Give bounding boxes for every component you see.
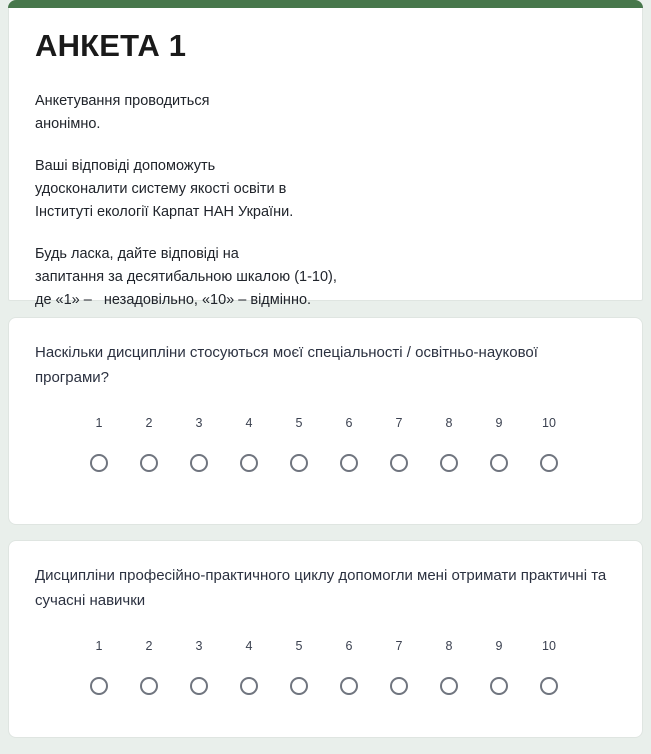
scale-radio-button[interactable] — [390, 677, 408, 695]
scale-option-label: 3 — [195, 416, 203, 430]
scale-option-label: 1 — [95, 416, 103, 430]
form-description-paragraph — [35, 155, 616, 224]
scale-radio-button[interactable] — [340, 677, 358, 695]
scale-option[interactable] — [224, 416, 274, 472]
scale-radio-button[interactable] — [140, 677, 158, 695]
scale-option-label: 9 — [495, 639, 503, 653]
form-description — [35, 90, 616, 312]
scale-option[interactable] — [74, 416, 124, 472]
scale-option[interactable] — [374, 416, 424, 472]
scale-radio-button[interactable] — [540, 454, 558, 472]
scale-option[interactable] — [474, 416, 524, 472]
scale-option[interactable] — [324, 639, 374, 695]
scale-option-label: 7 — [395, 416, 403, 430]
scale-option-label: 7 — [395, 639, 403, 653]
scale-radio-button[interactable] — [540, 677, 558, 695]
question-2-scale[interactable] — [35, 639, 616, 695]
scale-option[interactable] — [524, 416, 574, 472]
scale-option[interactable] — [374, 639, 424, 695]
scale-radio-button[interactable] — [140, 454, 158, 472]
scale-radio-button[interactable] — [290, 677, 308, 695]
scale-option[interactable] — [74, 639, 124, 695]
scale-option-label: 4 — [245, 639, 253, 653]
scale-option-label: 6 — [345, 639, 353, 653]
scale-option-label: 4 — [245, 416, 253, 430]
scale-radio-button[interactable] — [440, 454, 458, 472]
scale-option[interactable] — [224, 639, 274, 695]
scale-radio-button[interactable] — [240, 454, 258, 472]
scale-radio-button[interactable] — [490, 454, 508, 472]
form-description-line: Будь ласка, дайте відповіді на — [35, 246, 239, 262]
scale-option[interactable] — [274, 416, 324, 472]
question-2-text: Дисципліни професійно-практичного циклу допомогли мені отримати практичні та сучасні навички — [35, 567, 607, 609]
scale-option[interactable] — [524, 639, 574, 695]
scale-radio-button[interactable] — [490, 677, 508, 695]
scale-radio-button[interactable] — [90, 677, 108, 695]
form-description-line: Ваші відповіді допоможуть — [35, 158, 216, 174]
form-description-line: Інституті екології Карпат НАН України. — [35, 204, 294, 220]
scale-option[interactable] — [174, 416, 224, 472]
scale-option-label: 9 — [495, 416, 503, 430]
scale-option[interactable] — [274, 639, 324, 695]
scale-radio-button[interactable] — [190, 677, 208, 695]
question-card-2 — [8, 540, 643, 738]
scale-radio-button[interactable] — [440, 677, 458, 695]
scale-option-label: 2 — [145, 416, 153, 430]
scale-option-label: 10 — [542, 416, 556, 430]
page-title: АНКЕТА 1 — [35, 28, 187, 63]
scale-radio-button[interactable] — [340, 454, 358, 472]
scale-option[interactable] — [474, 639, 524, 695]
scale-radio-button[interactable] — [390, 454, 408, 472]
scale-option[interactable] — [174, 639, 224, 695]
form-description-line: запитання за десятибальною шкалою (1-10), — [35, 269, 337, 285]
form-description-line: удосконалити систему якості освіти в — [35, 181, 287, 197]
scale-radio-button[interactable] — [240, 677, 258, 695]
scale-option[interactable] — [424, 639, 474, 695]
question-1-text: Наскільки дисципліни стосуються моєї спеціальності / освітньо-наукової програми? — [35, 344, 538, 386]
scale-option-label: 2 — [145, 639, 153, 653]
form-description-paragraph — [35, 243, 616, 312]
scale-option-label: 8 — [445, 639, 453, 653]
scale-radio-button[interactable] — [290, 454, 308, 472]
scale-option[interactable] — [324, 416, 374, 472]
scale-option-label: 3 — [195, 639, 203, 653]
scale-radio-button[interactable] — [190, 454, 208, 472]
form-description-line: анонімно. — [35, 116, 101, 132]
scale-option-label: 8 — [445, 416, 453, 430]
scale-radio-button[interactable] — [90, 454, 108, 472]
scale-option[interactable] — [424, 416, 474, 472]
question-1-scale[interactable] — [35, 416, 616, 472]
scale-option-label: 1 — [95, 639, 103, 653]
scale-option[interactable] — [124, 416, 174, 472]
form-header-card — [8, 8, 643, 308]
scale-option[interactable] — [124, 639, 174, 695]
scale-option-label: 5 — [295, 416, 303, 430]
form-description-line: де «1» – незадовільно, «10» – відмінно. — [35, 292, 312, 308]
scale-option-label: 5 — [295, 639, 303, 653]
form-description-line: Анкетування проводиться — [35, 93, 210, 109]
scale-option-label: 6 — [345, 416, 353, 430]
question-card-1 — [8, 317, 643, 525]
scale-option-label: 10 — [542, 639, 556, 653]
form-description-paragraph — [35, 90, 616, 136]
